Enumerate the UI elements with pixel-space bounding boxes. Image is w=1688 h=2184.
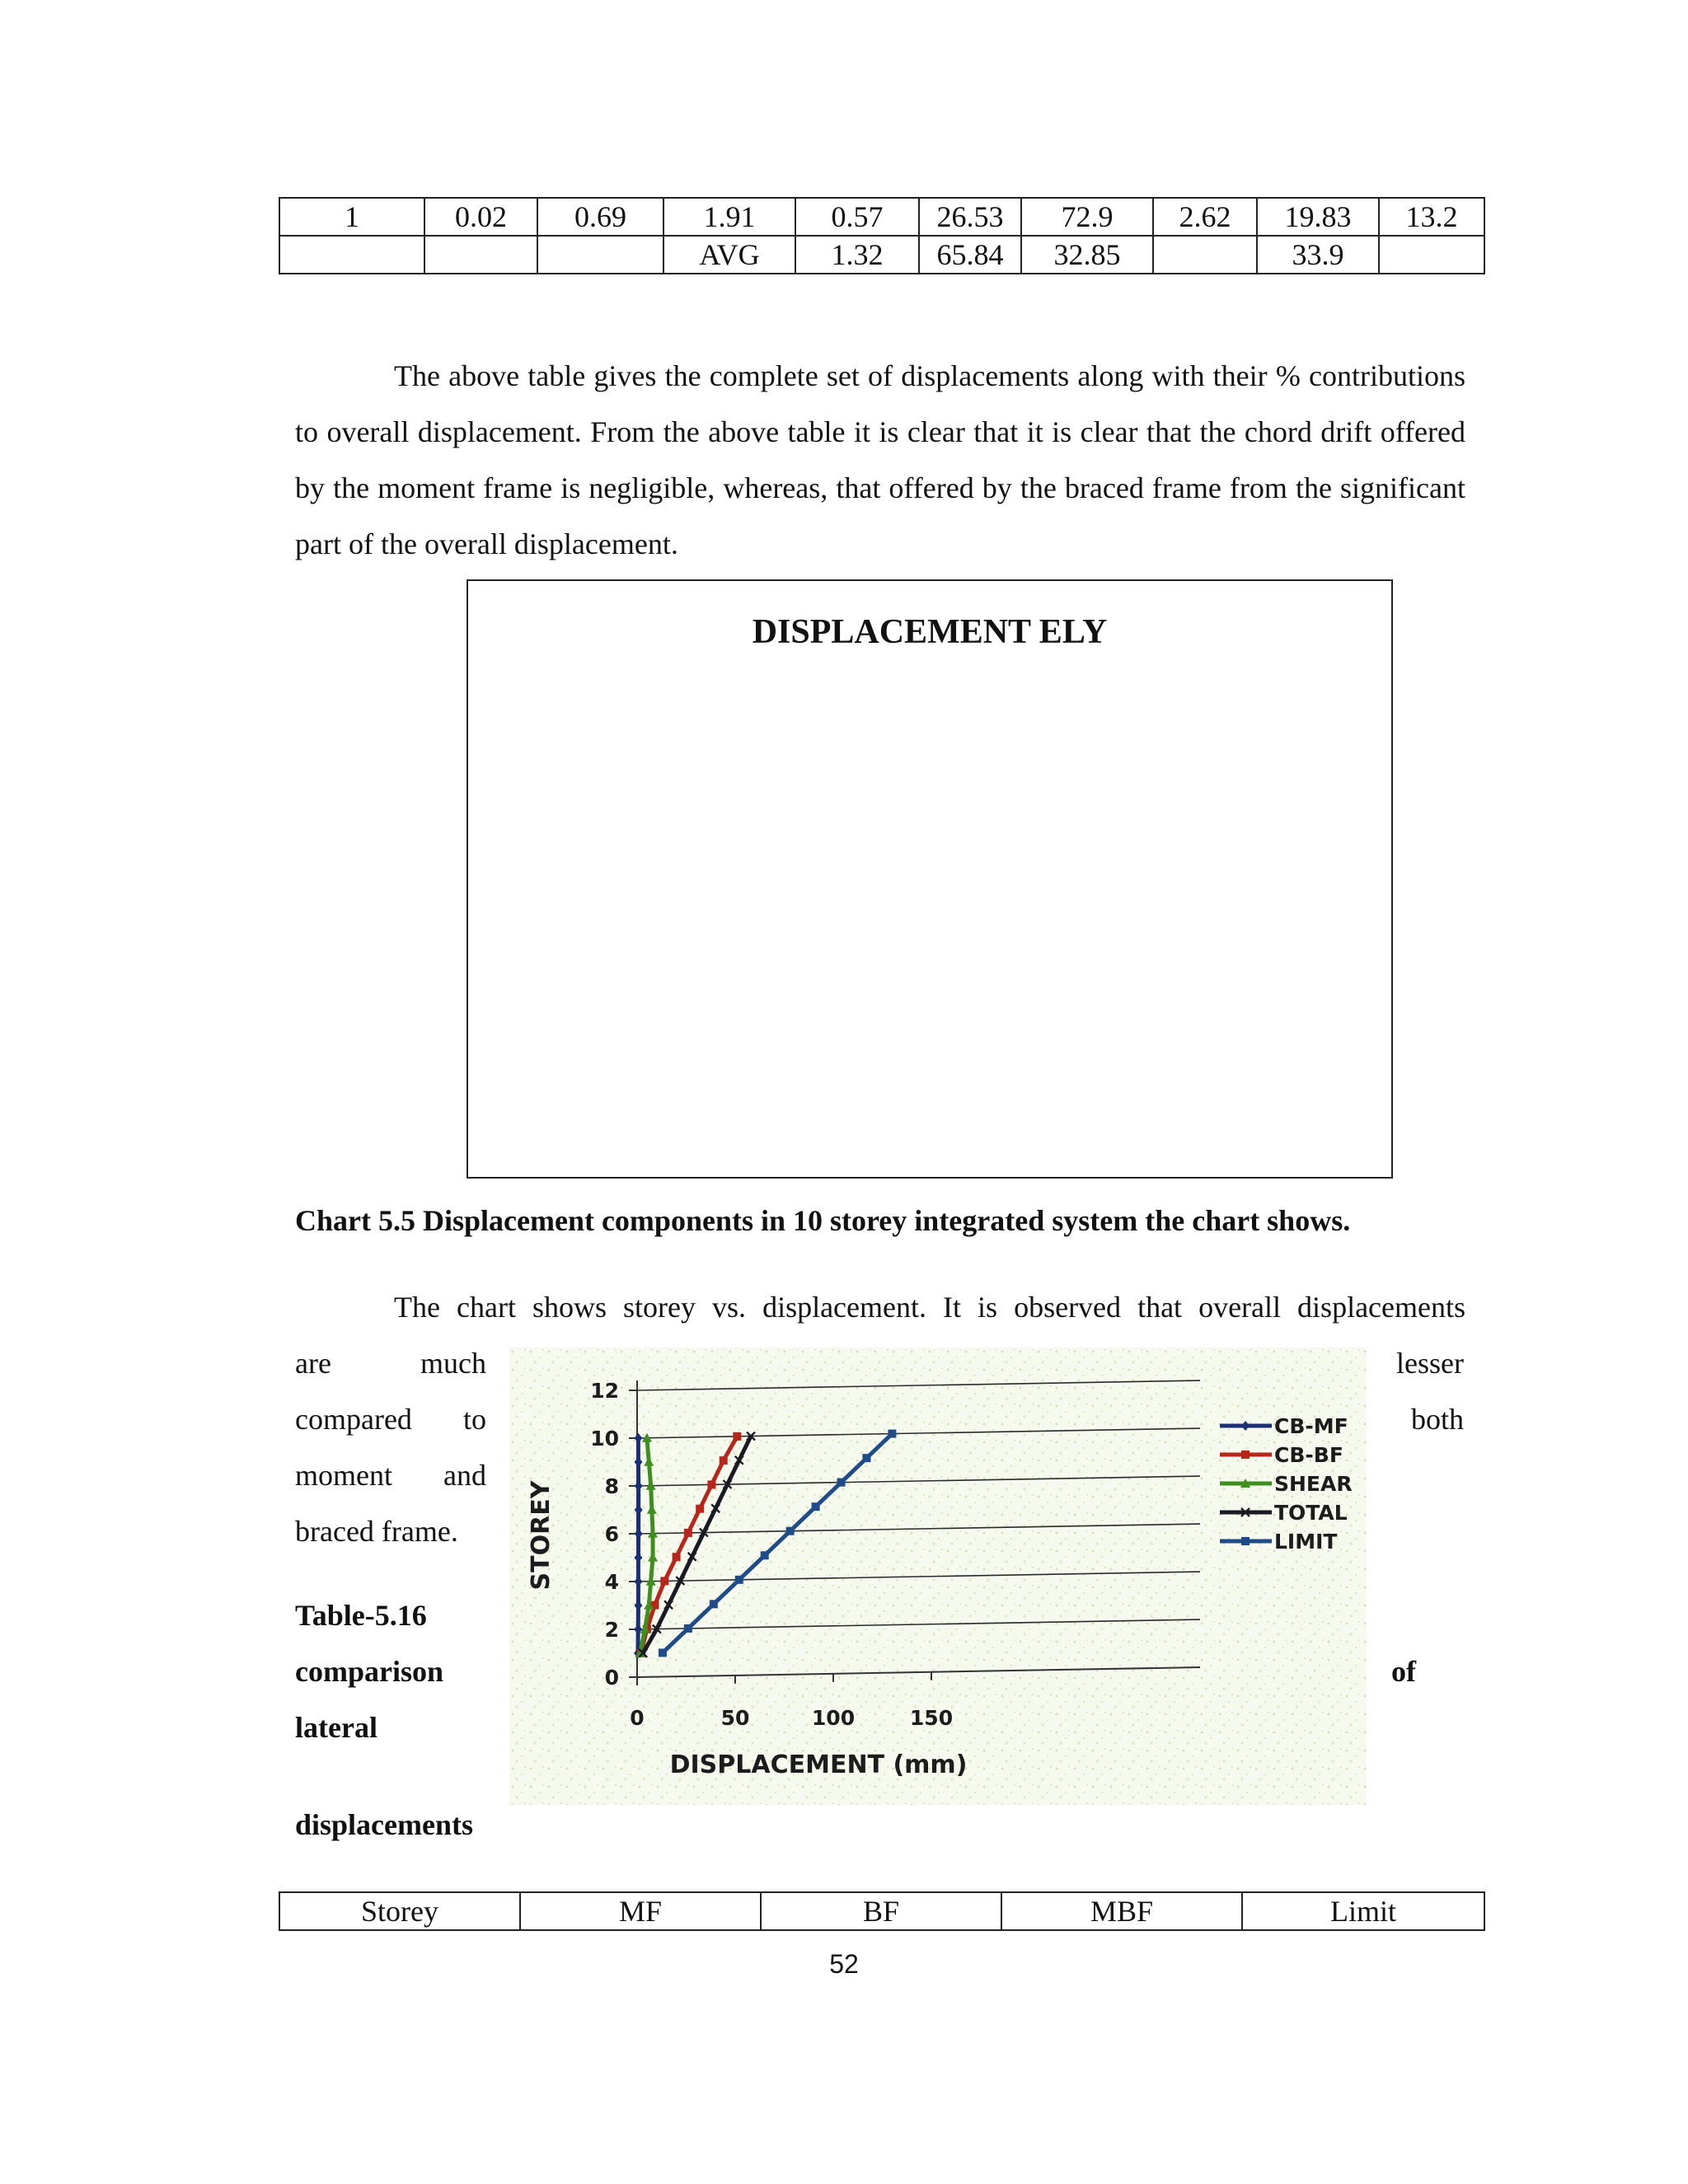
table-row [279, 198, 1484, 236]
table-cell: 26.53 [919, 198, 1021, 236]
left-word: braced frame. [295, 1515, 458, 1548]
data-point [684, 1624, 692, 1633]
legend-label: TOTAL [1274, 1501, 1348, 1525]
table-cell: 0.69 [537, 198, 663, 236]
data-point [786, 1527, 795, 1535]
table-cell: 19.83 [1257, 198, 1379, 236]
table-cell: 32.85 [1021, 236, 1153, 274]
data-point [720, 1456, 728, 1465]
left-word: to [462, 1403, 486, 1436]
left-line-4 [295, 1503, 458, 1559]
table-label-line-3: lateral [295, 1711, 377, 1744]
data-point [696, 1505, 704, 1513]
table-cell: AVG [663, 236, 795, 274]
y-tick-label: 12 [590, 1379, 619, 1403]
paragraph2-first-line [295, 1279, 1465, 1335]
table-cell: 65.84 [919, 236, 1021, 274]
data-point [761, 1551, 769, 1559]
table-cell: 0.57 [795, 198, 919, 236]
header-bf: BF [761, 1892, 1001, 1930]
left-line-3 [295, 1447, 486, 1503]
x-axis-label: DISPLACEMENT (mm) [669, 1750, 968, 1779]
right-word-lesser: lesser [1396, 1347, 1464, 1380]
table-cell [424, 236, 537, 274]
y-axis-label: STOREY [527, 1480, 556, 1591]
header-mf: MF [520, 1892, 761, 1930]
data-point [1241, 1537, 1250, 1545]
page-number: 52 [829, 1949, 859, 1979]
paragraph-text: The above table gives the complete set of displacements along with their % contributions to overall displacement. From the above table it is clear that it is clear that the chord drift offered by the moment frame is negligible, whereas, that offered by the braced frame from the significant part of the overall displacement. [295, 359, 1465, 560]
empty-chart-frame [467, 579, 1393, 1179]
top-table [279, 197, 1485, 274]
table-cell: 33.9 [1257, 236, 1379, 274]
right-word-of: of [1391, 1655, 1416, 1688]
top-table-body [279, 198, 1484, 274]
data-point [1241, 1451, 1250, 1459]
table-cell [1153, 236, 1257, 274]
header-storey: Storey [279, 1892, 520, 1930]
legend-label: LIMIT [1274, 1530, 1338, 1554]
data-point [735, 1576, 743, 1584]
legend-label: SHEAR [1274, 1472, 1353, 1496]
data-point [710, 1600, 718, 1608]
header-limit: Limit [1242, 1892, 1484, 1930]
table-cell: 1 [279, 198, 424, 236]
data-point [888, 1430, 896, 1438]
data-point [837, 1479, 846, 1487]
y-tick-label: 8 [604, 1474, 619, 1498]
x-tick-label: 0 [630, 1706, 645, 1730]
y-tick-label: 4 [604, 1570, 619, 1594]
series-line [638, 1438, 639, 1653]
x-tick-label: 100 [811, 1706, 856, 1730]
table-cell: 1.91 [663, 198, 795, 236]
left-word: compared [295, 1403, 412, 1436]
y-tick-label: 6 [604, 1522, 619, 1546]
data-point [707, 1480, 715, 1488]
y-tick-label: 10 [590, 1427, 619, 1451]
table-cell: 72.9 [1021, 198, 1153, 236]
data-point [659, 1648, 667, 1657]
displacement-line-chart [509, 1347, 1367, 1805]
legend-label: CB-BF [1274, 1443, 1343, 1467]
paragraph2-text: The chart shows storey vs. displacement. It is observed that overall displacements [394, 1291, 1465, 1324]
left-word: are [295, 1347, 331, 1380]
table-header-row [279, 1892, 1484, 1930]
comparison-table [279, 1891, 1485, 1931]
table-cell: 2.62 [1153, 198, 1257, 236]
x-tick-label: 150 [909, 1706, 954, 1730]
table-label-line-4: displacements [295, 1808, 473, 1841]
table-label-line-1: Table-5.16 [295, 1599, 427, 1632]
table-cell [279, 236, 424, 274]
left-line-2 [295, 1391, 486, 1447]
data-point [660, 1577, 668, 1585]
header-mbf: MBF [1001, 1892, 1242, 1930]
left-word: and [443, 1459, 486, 1492]
left-word: much [420, 1347, 486, 1380]
data-point [862, 1454, 870, 1462]
data-point [673, 1553, 681, 1561]
paragraph-displacement-contributions [295, 348, 1465, 572]
y-tick-label: 0 [604, 1666, 619, 1690]
data-point [812, 1502, 820, 1511]
data-point [684, 1529, 692, 1537]
left-word: moment [295, 1459, 392, 1492]
table-cell: 1.32 [795, 236, 919, 274]
table-label-line-2: comparison [295, 1655, 443, 1688]
table-row [279, 236, 1484, 274]
table-cell [1379, 236, 1484, 274]
table-cell [537, 236, 663, 274]
data-point [733, 1432, 741, 1441]
empty-chart-title: DISPLACEMENT ELY [752, 613, 1108, 651]
chart-caption: Chart 5.5 Displacement components in 10 storey integrated system the chart shows. [295, 1204, 1351, 1237]
right-word-both: both [1410, 1403, 1464, 1436]
x-tick-label: 50 [720, 1706, 750, 1730]
legend-label: CB-MF [1274, 1414, 1348, 1438]
y-tick-label: 2 [604, 1618, 619, 1642]
table-cell: 0.02 [424, 198, 537, 236]
left-line-1 [295, 1335, 486, 1391]
table-cell: 13.2 [1379, 198, 1484, 236]
